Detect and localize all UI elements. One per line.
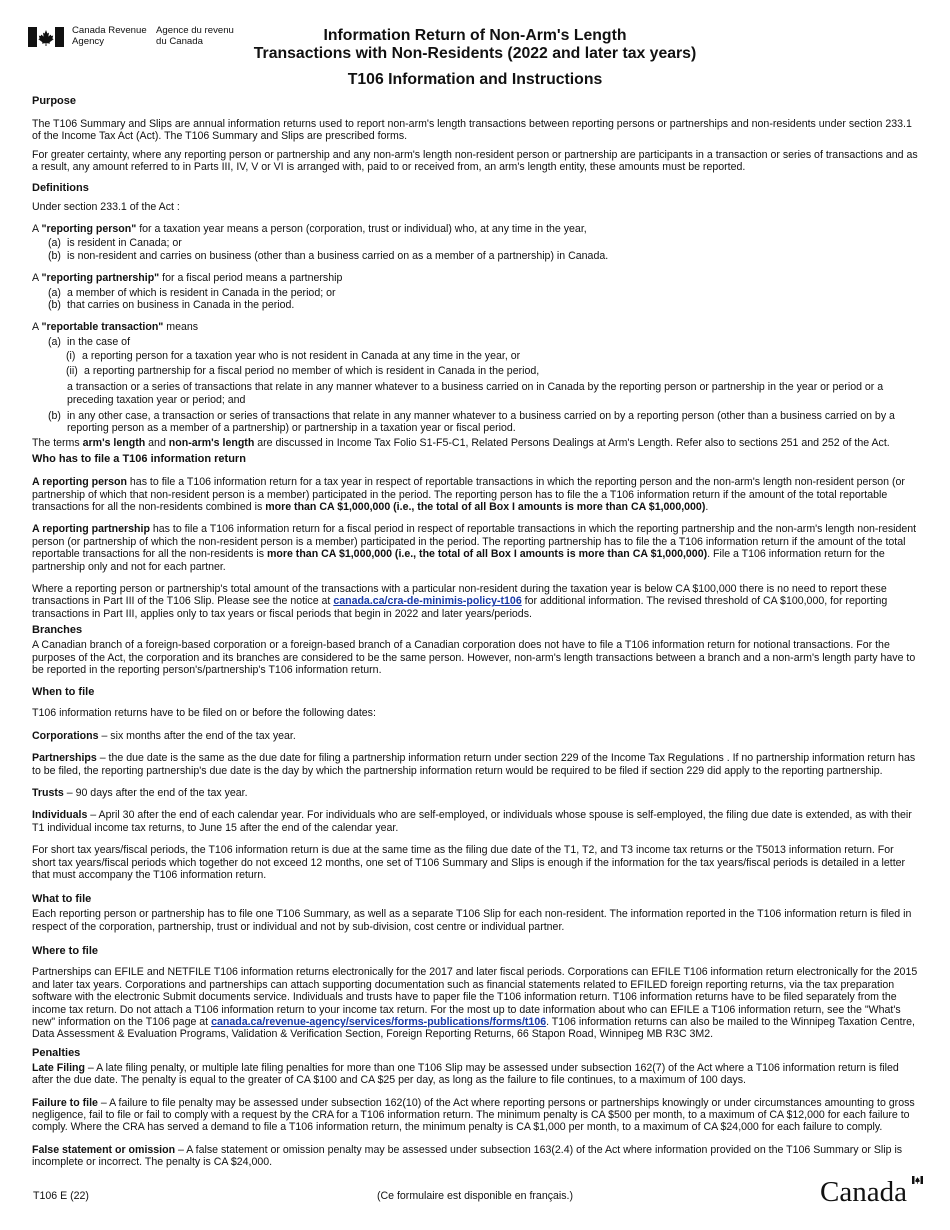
de-minimis-policy-link[interactable]: canada.ca/cra-de-minimis-policy-t106 xyxy=(333,595,522,608)
form-title xyxy=(230,27,720,62)
definition-subitem: (ii) a reporting partnership for a fiscal period no member of which is resident in Canada in the period, xyxy=(66,364,540,377)
term-reportable-transaction: "reportable transaction" xyxy=(41,321,164,334)
canada-wordmark-logo xyxy=(820,1175,923,1205)
what-to-file-paragraph: Each reporting person or partnership has to file one T106 Summary, as well as a separate T106 Slip for each non-resident. The information reported in the T106 information return is filed in respect of the corporation, partnership, trust or individual and not by sub-division, cost centre or individual partner. xyxy=(32,908,912,933)
when-corporations: Corporations – six months after the end of the tax year. xyxy=(32,729,296,742)
branches-section xyxy=(32,622,918,676)
definition-item: (a) is resident in Canada; or xyxy=(48,237,182,250)
penalties-section xyxy=(32,1045,918,1169)
definition-item: (a) a member of which is resident in Canada in the period; or xyxy=(48,286,336,299)
page-title: T106 Information and Instructions xyxy=(347,71,603,88)
who-files-section xyxy=(32,451,918,620)
form-title-line1: Information Return of Non-Arm's Length xyxy=(323,27,627,44)
definition-item: (b) is non-resident and carries on business (other than a business carried on as a member of a partnership) in Canada. xyxy=(48,249,609,262)
where-to-file-paragraph: Partnerships can EFILE and NETFILE T106 information returns electronically for the 2017 and later fiscal periods. Corporations can EFILE T106 information return electronically for the 2015 and later tax years. Corporations and partnerships can attach supporting documentation such as financial statements related to EFILED foreign reporting returns, via the tax preparation software with the electronic Submit documents service. Individuals and trusts have to paper file the T106 information return. T106 information returns have to be filed separately from the income tax return. Do not attach a T106 information return to your income tax return. For the most up to date information about who can EFILE a T106 information return, see the "What's new" information on the T106 page at canada.ca/revenue-agency/services/forms-publications/forms/t106. T106 information returns can also be mailed to the Winnipeg Taxation Centre, Data Assessment & Evaluation Programs, Validation & Verification Section, Foreign Reporting Returns, 66 Stapon Road, Winnipeg MB R3C 3M2. xyxy=(32,966,918,1041)
agency-signature xyxy=(28,26,246,47)
penalties-heading: Penalties xyxy=(32,1046,81,1059)
when-to-file-intro: T106 information returns have to be filed on or before the following dates: xyxy=(32,707,376,720)
de-minimis-note: Where a reporting person or partnership's total amount of the transactions with a particular non-resident during the taxation year is below CA $100,000 there is no need to report these transactions in Part III of the T106 Slip. Please see the notice at canada.ca/cra-de-minimis-policy-t106 for additional information. The revised threshold of CA $100,000, for reporting transactions in Part III, applies only to tax years or fiscal periods that begin in 2022 and later years/periods. xyxy=(32,582,888,620)
canada-wordmark-text: Canada xyxy=(820,1176,907,1205)
french-availability-note: (Ce formulaire est disponible en français.) xyxy=(376,1190,574,1202)
agency-name-en: Canada Revenue Agency xyxy=(72,25,147,47)
instructions-body xyxy=(32,93,918,1175)
term-reporting-person: "reporting person" xyxy=(41,223,137,236)
definitions-heading: Definitions xyxy=(32,181,89,194)
when-short-years: For short tax years/fiscal periods, the T106 information return is due at the same time as the filing due date of the T1, T2, and T3 income tax returns or the T5013 information return. For short tax years/fiscal periods which together do not exceed 12 months, one set of T106 Summary and Slips is enough if the information for the tax years/fiscal periods is detailed in a letter that must accompany the T106 information return. xyxy=(32,844,906,882)
header xyxy=(0,0,950,92)
definition-item: (b) in any other case, a transaction or series of transactions that relate in any manner whatever to a business carried on by a reporting person (other than a business carried on by a reporting person as a member of a partnership) or partnership in a taxation year or fiscal period. xyxy=(48,409,895,435)
who-files-partnership: A reporting partnership has to file a T106 information return for a fiscal period in respect of reportable transactions in which the reporting partnership and the non-arm's length non-resident person (or partnership of which the non-resident person is a member) participated in the period. The reporting partnership has to file the a T106 information return if the amount of the total reportable transactions for all the non-residents is more than CA $1,000,000 (i.e., the total of all Box I amounts is more than CA $1,000,000). File a T106 information return for the partnership only and not for each partner. xyxy=(32,523,917,573)
arms-length-note: The terms arm's length and non-arm's length are discussed in Income Tax Folio S1-F5-C1, Related Persons Dealings at Arm's Length. Refer also to sections 251 and 252 of the Act. xyxy=(32,436,890,449)
definition-item: (a) in the case of xyxy=(48,335,131,348)
who-files-person: A reporting person has to file a T106 information return for a tax year in respect of reportable transactions in which the reporting person and the non-arm's length non-resident person (or partnership of which that non-resident person is a member) participated in the period. The reporting person has to file the a T106 information return if the amount of the total reportable transactions for all the non-residents combined is more than CA $1,000,000 (i.e., the total of all Box I amounts is more than CA $1,000,000). xyxy=(32,476,905,513)
who-files-heading: Who has to file a T106 information return xyxy=(32,453,246,466)
penalty-failure-to-file: Failure to file – A failure to file penalty may be assessed under subsection 162(10) of the Act where reporting persons or partnerships knowingly or under circumstances amounting to gross negligence, fail to file or fail to comply with a request by the CRA for a T106 information return. The minimum penalty is CA $500 per month, to a maximum of CA $12,000 for each failure to comply. Where the CRA has served a demand to file a T106 information return, the minimum penalty is CA $1,000 per month, to a maximum of CA $24,000 for each failure to comply. xyxy=(32,1096,915,1134)
what-to-file-heading: What to file xyxy=(32,893,92,906)
agency-name-fr: Agence du revenu du Canada xyxy=(156,25,234,47)
t106-forms-link[interactable]: canada.ca/revenue-agency/services/forms-publications/forms/t106 xyxy=(211,1015,547,1028)
purpose-paragraph-2: For greater certainty, where any reporting person or partnership and any non-arm's length non-resident person or partnership are participants in a transaction or series of transactions and as a result, any amount referred to in Parts III, IV, V or VI is arranged with, paid to or received from, an arm's length entity, these amounts must be reported. xyxy=(32,148,918,174)
where-to-file-heading: Where to file xyxy=(32,945,99,958)
penalty-late-filing: Late Filing – A late filing penalty, or multiple late filing penalties for more than one T106 Slip may be assessed under subsection 162(7) of the Act where a T106 information return is filed after the due date. The penalty is equal to the greater of CA $100 and CA $25 per day, as long as the failure to file continues, to a maximum of 100 days. xyxy=(32,1061,899,1087)
branches-paragraph: A Canadian branch of a foreign-based corporation or a foreign-based branch of a Canadian corporation does not have to file a T106 information return for notional transactions. For the purposes of the Act, the corporation and its branches are considered to be the same person. However, non-arm's length transactions between a branch and a non-arm's length party have to be reported in the reporting person's/partnership's T106 information return. xyxy=(32,639,916,676)
purpose-paragraph-1: The T106 Summary and Slips are annual information returns used to report non-arm's length transactions between reporting persons or partnerships and non-residents under section 233.1 of the Income Tax Act (Act). The T106 Summary and Slips are prescribed forms. xyxy=(32,118,912,143)
definition-continuation: a transaction or a series of transactions that relate in any manner whatever to a business carried on in Canada by the reporting person or partnership in the year or period or a preceding taxation year or period; and xyxy=(67,381,884,406)
reporting-person-definition: A "reporting person" for a taxation year means a person (corporation, trust or individual) who, at any time in the year, xyxy=(32,223,587,236)
when-partnerships: Partnerships – the due date is the same as the due date for filing a partnership information return under section 229 of the Income Tax Regulations . If no partnership information return has to be filed, the reporting partnership's due date is the day by which the partnership information return would be required to be filed if section 229 did apply to the reporting partnership. xyxy=(32,752,916,777)
purpose-section xyxy=(32,93,918,174)
footer xyxy=(0,1175,950,1230)
definitions-intro: Under section 233.1 of the Act : xyxy=(32,200,180,213)
what-to-file-section xyxy=(32,891,918,933)
when-to-file-heading: When to file xyxy=(32,686,95,699)
when-trusts: Trusts – 90 days after the end of the tax year. xyxy=(32,787,248,800)
term-reporting-partnership: "reporting partnership" xyxy=(41,272,160,285)
purpose-heading: Purpose xyxy=(32,95,77,107)
canada-flag-icon xyxy=(28,27,64,47)
when-to-file-section xyxy=(32,684,918,881)
penalty-false-statement: False statement or omission – A false statement or omission penalty may be assessed under subsection 163(2.4) of the Act where information provided on the T106 Summary or Slip is incomplete or incorrect. The penalty is CA $24,000. xyxy=(32,1143,903,1169)
when-individuals: Individuals – April 30 after the end of each calendar year. For individuals who are self-employed, or individuals whose spouse is self-employed, the filing due date is extended, as with their T1 individual income tax returns, to June 15 after the end of the calendar year. xyxy=(32,809,912,834)
form-code: T106 E (22) xyxy=(33,1190,89,1202)
branches-heading: Branches xyxy=(32,624,83,637)
definitions-section xyxy=(32,180,918,450)
form-title-line2: Transactions with Non-Residents (2022 and later tax years) xyxy=(253,44,697,62)
definition-item: (b) that carries on business in Canada in the period. xyxy=(48,299,295,312)
where-to-file-section xyxy=(32,943,918,1040)
definition-subitem: (i) a reporting person for a taxation year who is not resident in Canada at any time in the year, or xyxy=(66,350,521,363)
reporting-partnership-definition: A "reporting partnership" for a fiscal period means a partnership xyxy=(32,272,343,285)
reportable-transaction-definition: A "reportable transaction" means xyxy=(32,321,199,334)
wordmark-flag-icon xyxy=(912,1176,923,1184)
